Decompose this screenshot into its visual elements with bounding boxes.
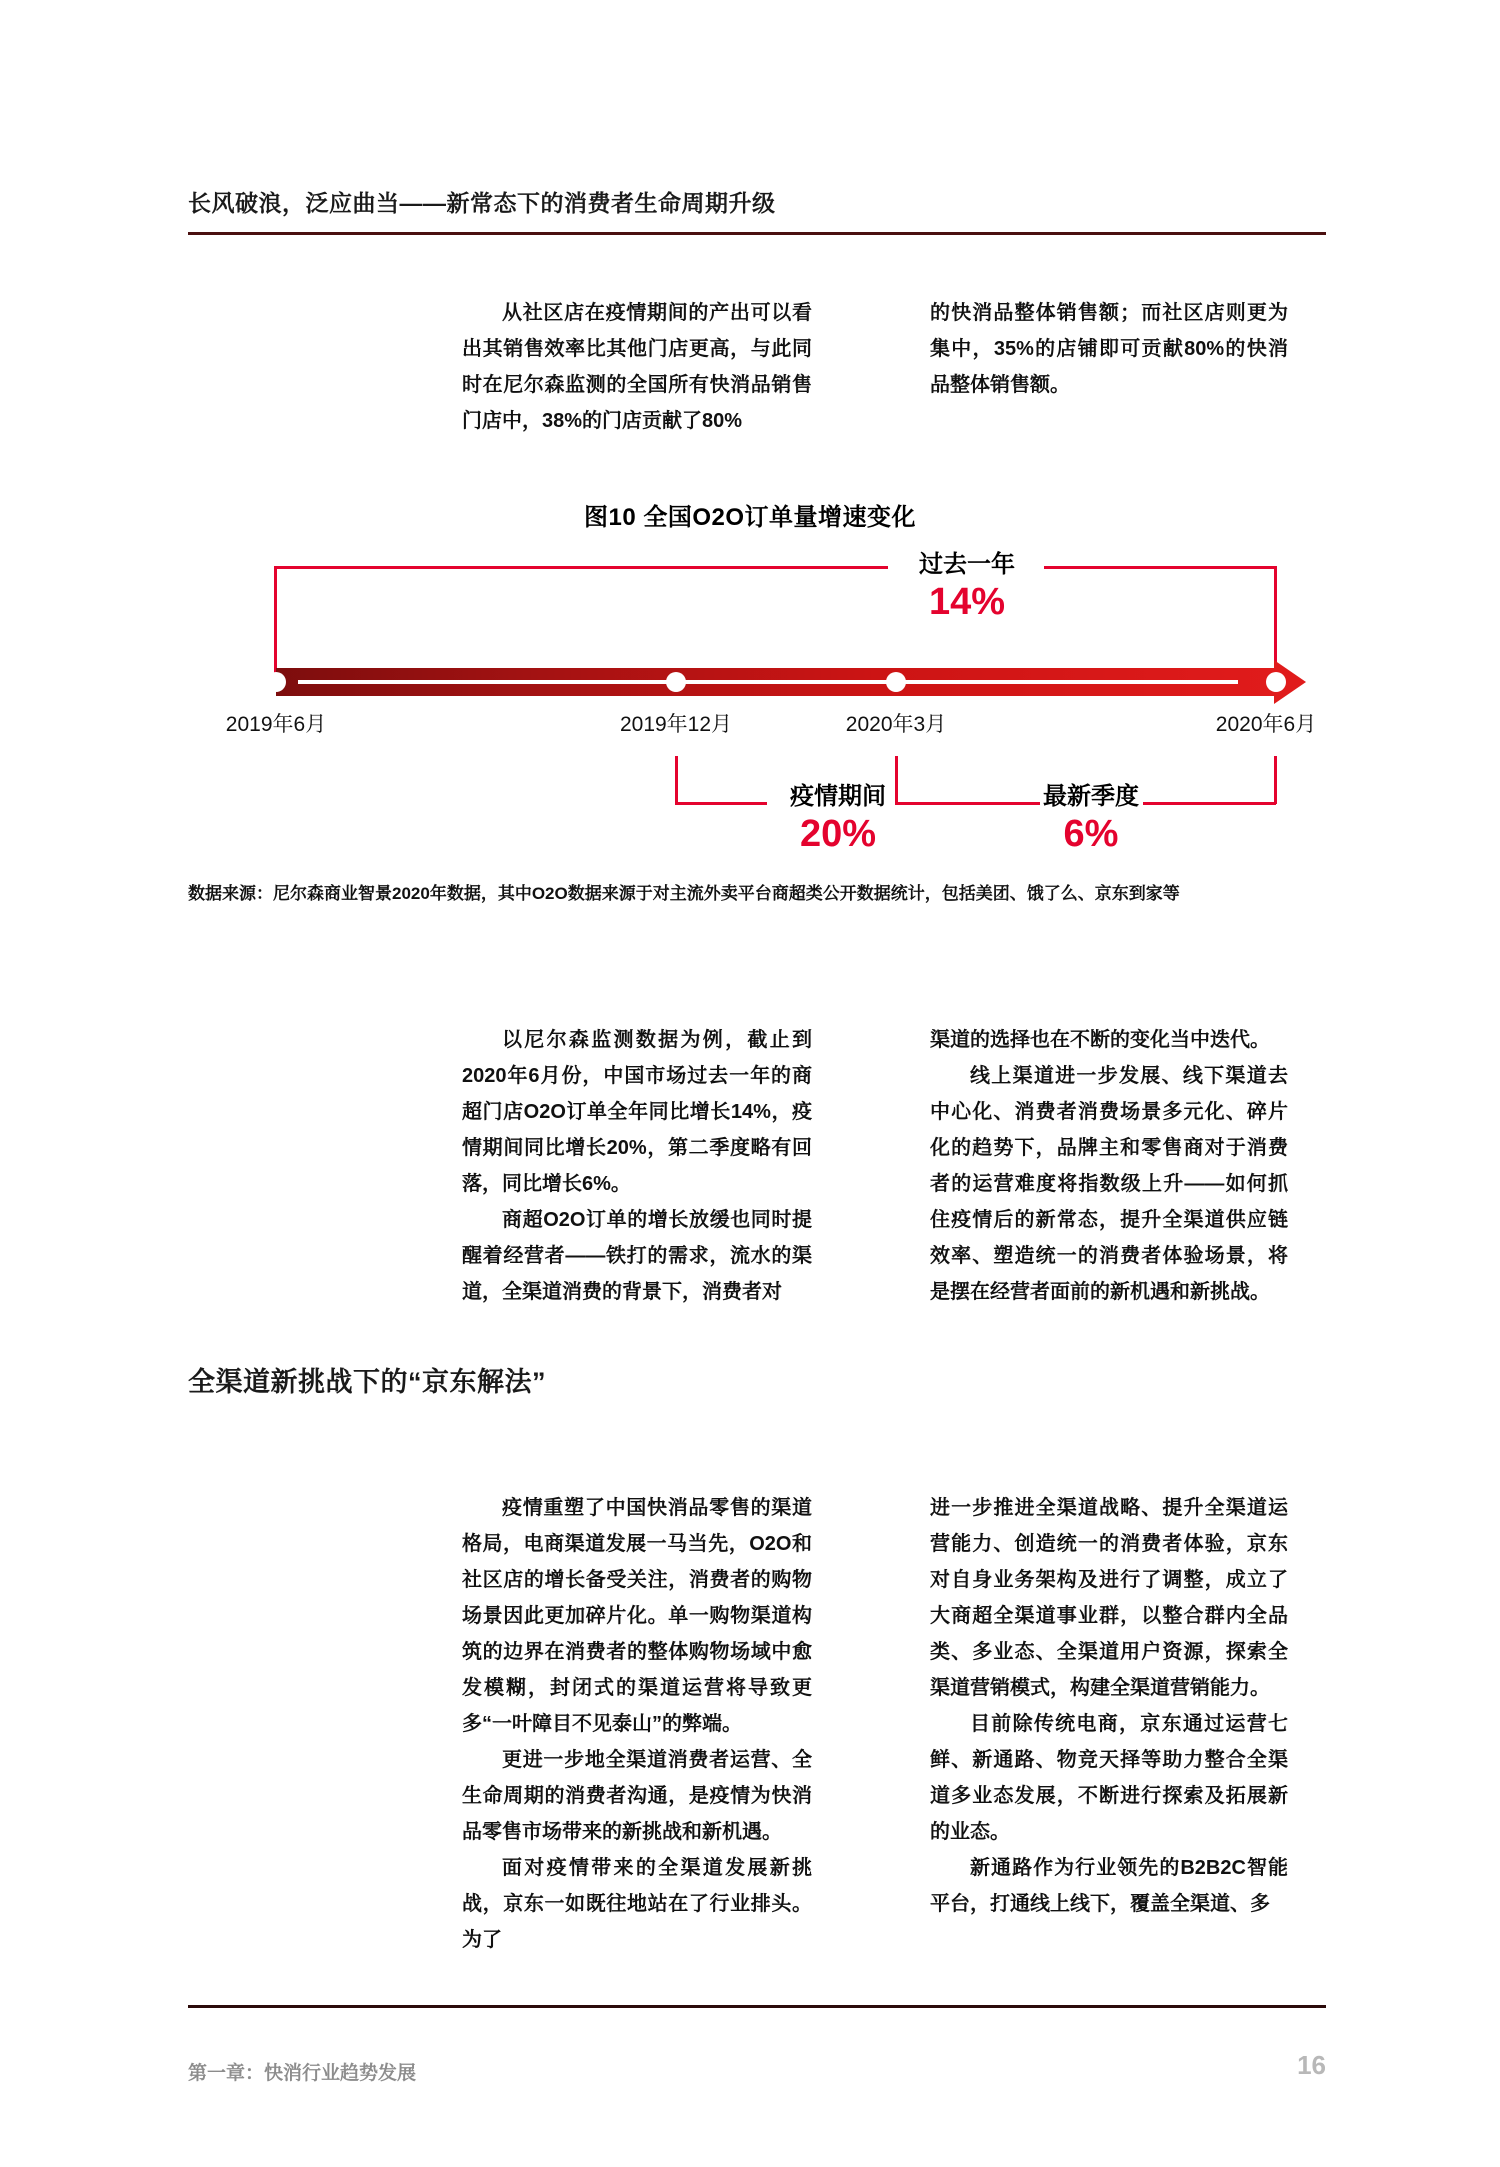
bracket-left-stem-epidemic — [675, 756, 678, 804]
annotation-label: 疫情期间 — [790, 783, 886, 810]
annotation-latest-quarter — [1043, 782, 1139, 856]
paragraph: 以尼尔森监测数据为例，截止到2020年6月份，中国市场过去一年的商超门店O2O订单全年同比增长14%，疫情期间同比增长20%，第二季度略有回落，同比增长6%。 — [462, 1029, 812, 1195]
bracket-right-stem-epidemic — [895, 756, 898, 804]
top-left-column — [462, 295, 812, 439]
timeline-dot — [666, 672, 686, 692]
paragraph: 线上渠道进一步发展、线下渠道去中心化、消费者消费场景多元化、碎片化的趋势下，品牌主和零售商对于消费者的运营难度将指数级上升——如何抓住疫情后的新常态，提升全渠道供应链效率、塑造统一的消费者体验场景，将是摆在经营者面前的新机遇和新挑战。 — [930, 1065, 1288, 1303]
timeline-dot — [886, 672, 906, 692]
paragraph: 进一步推进全渠道战略、提升全渠道运营能力、创造统一的消费者体验，京东对自身业务架构及进行了调整，成立了大商超全渠道事业群，以整合群内全品类、多业态、全渠道用户资源，探索全渠道营销模式，构建全渠道营销能力。 — [930, 1497, 1288, 1699]
page-number: 16 — [1297, 2050, 1326, 2080]
bracket-top-right-past-year — [1044, 566, 1277, 569]
bracket-bottom-latest-quarter-right — [1143, 802, 1276, 805]
annotation-value: 14% — [928, 581, 1006, 623]
timeline-tick-label: 2020年3月 — [845, 713, 947, 736]
bottom-right-column — [930, 1490, 1288, 1922]
annotation-label: 过去一年 — [919, 551, 1015, 578]
bracket-right-stem-latest-quarter — [1274, 756, 1277, 804]
annotation-epidemic-period — [790, 782, 886, 856]
paragraph: 疫情重塑了中国快消品零售的渠道格局，电商渠道发展一马当先，O2O和社区店的增长备受关注，消费者的购物场景因此更加碎片化。单一购物渠道构筑的边界在消费者的整体购物场域中愈发模糊，封闭式的渠道运营将导致更多“一叶障目不见泰山”的弊端。 — [462, 1497, 812, 1735]
annotation-label: 最新季度 — [1043, 783, 1139, 810]
bracket-bottom-latest-quarter-left — [958, 802, 1040, 805]
middle-right-column — [930, 1022, 1288, 1310]
top-right-column — [930, 295, 1288, 403]
footer-chapter: 第一章：快消行业趋势发展 — [188, 2063, 417, 2084]
timeline-inner-line — [298, 680, 1238, 684]
annotation-value: 20% — [799, 813, 877, 855]
figure-source: 数据来源：尼尔森商业智景2020年数据，其中O2O数据来源于对主流外卖平台商超类公开数据统计，包括美团、饿了么、京东到家等 — [188, 884, 1180, 903]
paragraph: 从社区店在疫情期间的产出可以看出其销售效率比其他门店更高，与此同时在尼尔森监测的全国所有快消品销售门店中，38%的门店贡献了80% — [462, 302, 812, 432]
paragraph: 目前除传统电商，京东通过运营七鲜、新通路、物竞天择等助力整合全渠道多业态发展，不断进行探索及拓展新的业态。 — [930, 1713, 1288, 1843]
bottom-left-column — [462, 1490, 812, 1958]
paragraph: 面对疫情带来的全渠道发展新挑战，京东一如既往地站在了行业排头。为了 — [462, 1857, 812, 1951]
annotation-value: 6% — [1063, 813, 1119, 855]
timeline-dot — [266, 672, 286, 692]
bracket-bottom-epidemic — [675, 802, 767, 805]
bracket-bottom-epidemic-right — [895, 802, 958, 805]
paragraph: 更进一步地全渠道消费者运营、全生命周期的消费者沟通，是疫情为快消品零售市场带来的新挑战和新机遇。 — [462, 1749, 812, 1843]
section-heading: 全渠道新挑战下的“京东解法” — [188, 1367, 546, 1397]
footer-divider — [188, 2005, 1326, 2008]
header-divider — [188, 232, 1326, 235]
bracket-left-stem-past-year — [274, 566, 277, 674]
bracket-top-past-year — [274, 566, 888, 569]
paragraph: 渠道的选择也在不断的变化当中迭代。 — [930, 1029, 1270, 1051]
timeline-tick-label: 2019年6月 — [225, 713, 327, 736]
page-title: 长风破浪，泛应曲当——新常态下的消费者生命周期升级 — [188, 190, 776, 216]
bracket-right-stem-past-year — [1274, 566, 1277, 674]
timeline-tick-label: 2019年12月 — [619, 713, 733, 736]
timeline-tick-label: 2020年6月 — [1215, 713, 1317, 736]
timeline-chart — [188, 540, 1326, 870]
paragraph: 商超O2O订单的增长放缓也同时提醒着经营者——铁打的需求，流水的渠道，全渠道消费的背景下，消费者对 — [462, 1209, 812, 1303]
figure-title: 图10 全国O2O订单量增速变化 — [583, 504, 917, 531]
paragraph: 的快消品整体销售额；而社区店则更为集中，35%的店铺即可贡献80%的快消品整体销售额。 — [930, 302, 1288, 396]
paragraph: 新通路作为行业领先的B2B2C智能平台，打通线上线下，覆盖全渠道、多 — [930, 1857, 1288, 1915]
middle-left-column — [462, 1022, 812, 1310]
timeline-dot — [1266, 672, 1286, 692]
annotation-past-year — [919, 550, 1015, 624]
